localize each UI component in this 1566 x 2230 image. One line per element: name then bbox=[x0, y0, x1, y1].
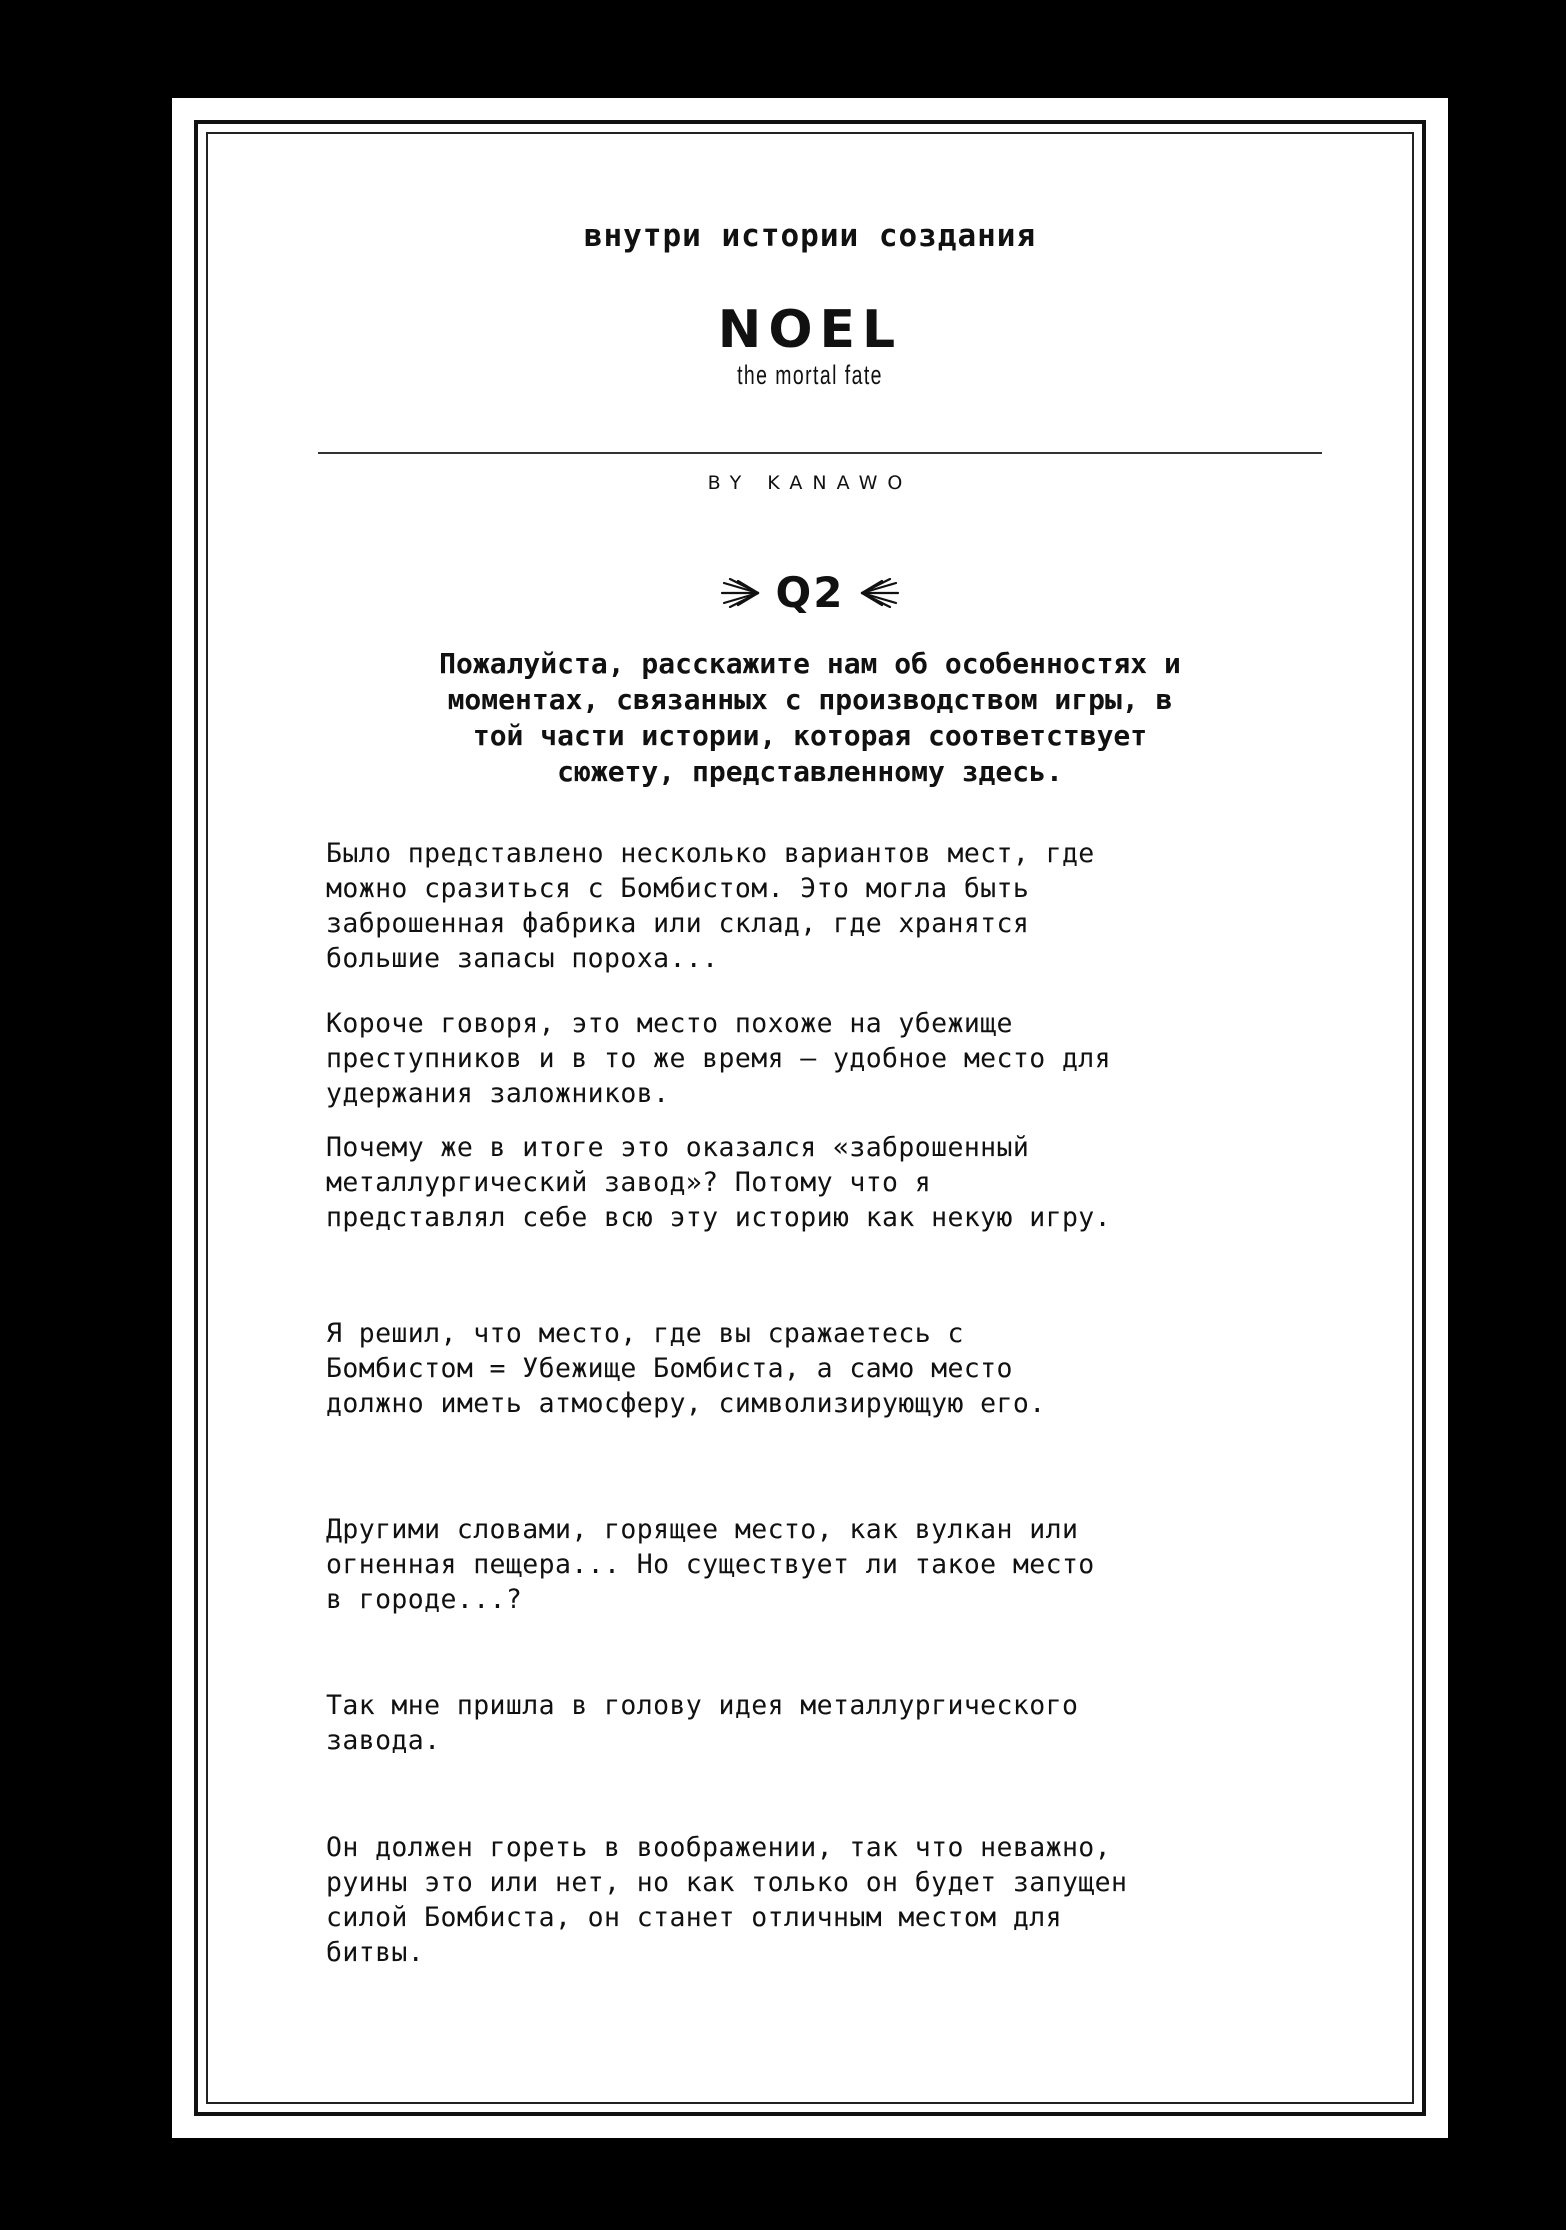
answer-paragraph bbox=[326, 1316, 1346, 1421]
answer-line: Почему же в итоге это оказался «заброшенный bbox=[326, 1132, 1030, 1163]
answer-paragraph bbox=[326, 1130, 1346, 1235]
answer-paragraph bbox=[326, 836, 1346, 976]
inner-border bbox=[206, 132, 1414, 2104]
starburst-ornament-right-icon bbox=[860, 578, 902, 608]
answer-line: преступников и в то же время – удобное место для bbox=[326, 1043, 1112, 1074]
question-number: Q2 bbox=[775, 568, 845, 617]
answer-line: Бомбистом = Убежище Бомбиста, а само место bbox=[326, 1353, 1013, 1384]
answer-line: Другими словами, горящее место, как вулкан или bbox=[326, 1514, 1079, 1545]
answer-paragraph bbox=[326, 1830, 1346, 1970]
page-sheet bbox=[172, 98, 1448, 2138]
answer-paragraph bbox=[326, 1688, 1346, 1758]
logo-title: NOEL bbox=[717, 300, 903, 360]
answer-line: большие запасы пороха... bbox=[326, 943, 719, 974]
byline: BY KANAWO bbox=[707, 472, 913, 494]
answer-line: Я решил, что место, где вы сражаетесь с bbox=[326, 1318, 964, 1349]
question-heading bbox=[172, 568, 1448, 617]
answer-line: завода. bbox=[326, 1725, 441, 1756]
answer-line: огненная пещера... Но существует ли такое место bbox=[326, 1549, 1095, 1580]
answer-line: Короче говоря, это место похоже на убежище bbox=[326, 1008, 1013, 1039]
divider-rule bbox=[318, 452, 1322, 454]
answer-line: силой Бомбиста, он станет отличным местом для bbox=[326, 1902, 1062, 1933]
answer-line: заброшенная фабрика или склад, где хранятся bbox=[326, 908, 1030, 939]
answer-line: металлургический завод»? Потому что я bbox=[326, 1167, 932, 1198]
question-line: Пожалуйста, расскажите нам об особенностях и bbox=[439, 647, 1181, 680]
logo-subtitle: the mortal fate bbox=[737, 360, 883, 390]
answer-paragraph bbox=[326, 1006, 1346, 1111]
question-line: моментах, связанных с производством игры, в bbox=[447, 683, 1173, 716]
answer-line: в городе...? bbox=[326, 1584, 523, 1615]
question-text bbox=[282, 646, 1338, 790]
starburst-ornament-left-icon bbox=[718, 578, 760, 608]
answer-line: Так мне пришла в голову идея металлургического bbox=[326, 1690, 1079, 1721]
answer-line: Было представлено несколько вариантов мест, где bbox=[326, 838, 1095, 869]
answer-line: представлял себе всю эту историю как некую игру. bbox=[326, 1202, 1112, 1233]
answer-line: должно иметь атмосферу, символизирующую его. bbox=[326, 1388, 1046, 1419]
section-kicker: внутри истории создания bbox=[583, 218, 1037, 254]
answer-line: Он должен гореть в воображении, так что неважно, bbox=[326, 1832, 1112, 1863]
answer-paragraph bbox=[326, 1512, 1346, 1617]
answer-line: битвы. bbox=[326, 1937, 425, 1968]
question-line: сюжету, представленному здесь. bbox=[557, 755, 1063, 788]
answer-line: руины это или нет, но как только он будет запущен bbox=[326, 1867, 1128, 1898]
question-line: той части истории, которая соответствует bbox=[472, 719, 1148, 752]
answer-line: удержания заложников. bbox=[326, 1078, 670, 1109]
answer-line: можно сразиться с Бомбистом. Это могла быть bbox=[326, 873, 1030, 904]
